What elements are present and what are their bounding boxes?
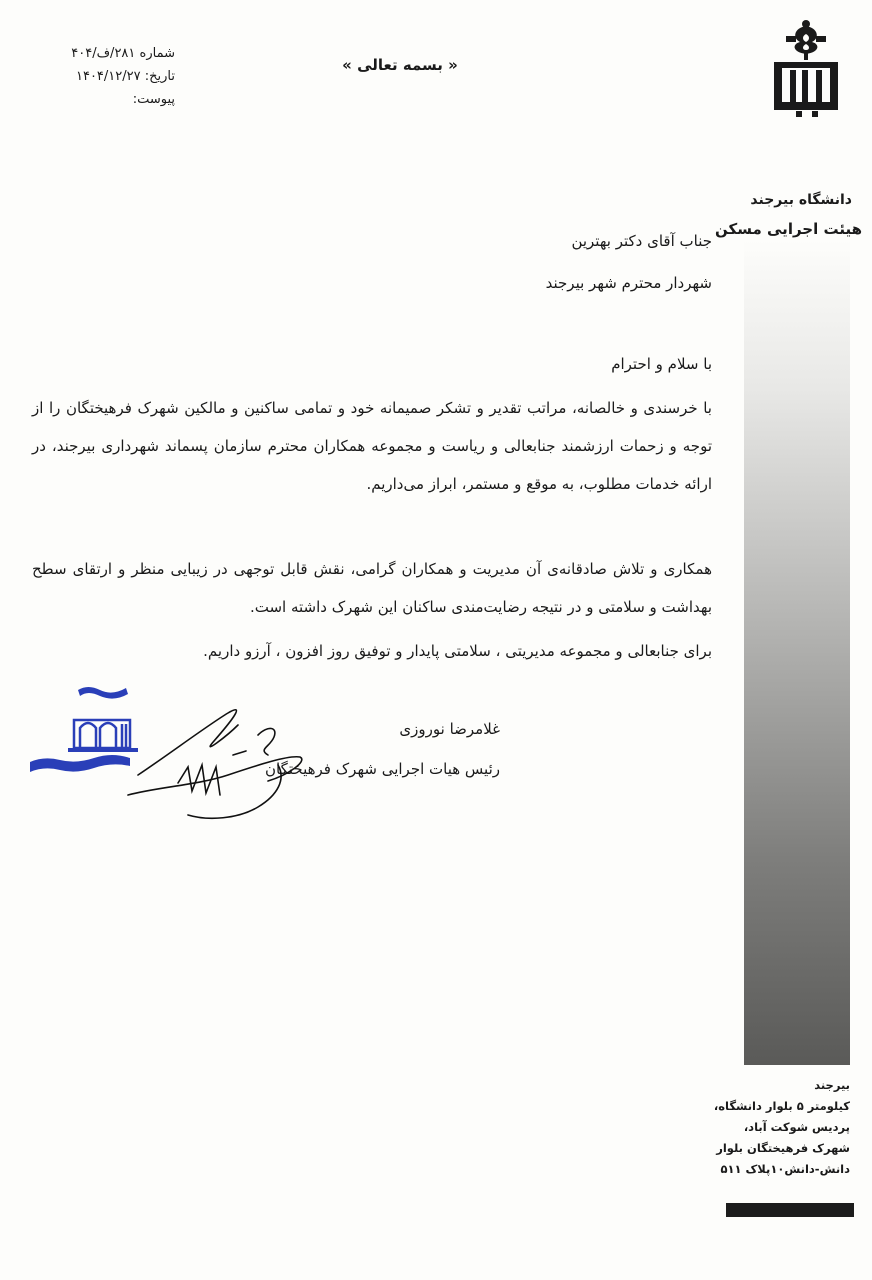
address-line: بیرجند xyxy=(814,1078,850,1092)
address-line: شهرک فرهیختگان بلوار xyxy=(716,1141,850,1155)
side-decorative-band xyxy=(744,240,850,1065)
letter-meta xyxy=(60,42,175,111)
signer-name: غلامرضا نوروزی xyxy=(399,720,500,738)
footer-divider-bar xyxy=(726,1203,854,1217)
body-paragraph-2: همکاری و تلاش صادقانه‌ی آن مدیریت و همکاران گرامی، نقش قابل توجهی در زیبایی منظر و ارتقای سطح بهداشت و سلامتی و در نتیجه رضایت‌مندی ساکنان این شهرک داشته است. xyxy=(32,560,712,616)
recipient-name: جناب آقای دکتر بهترین xyxy=(571,232,712,250)
letter-number: شماره ۲۸۱/ف/۴۰۴ xyxy=(71,46,175,61)
organization-unit: هیئت اجرایی مسکن xyxy=(715,220,862,238)
address-line: دانش-دانش۱۰پلاک ۵۱۱ xyxy=(720,1162,850,1176)
body-paragraph-3: برای جنابعالی و مجموعه مدیریتی ، سلامتی پایدار و توفیق روز افزون ، آرزو داریم. xyxy=(203,642,712,660)
greeting: با سلام و احترام xyxy=(611,355,712,373)
letter-date: تاریخ: ۱۴۰۴/۱۲/۲۷ xyxy=(75,69,175,84)
signer-title: رئیس هیات اجرایی شهرک فرهیختگان xyxy=(265,760,500,778)
university-logo-icon xyxy=(766,14,846,120)
organization-name: دانشگاه بیرجند xyxy=(750,192,852,208)
handwritten-signature xyxy=(118,695,308,825)
letter-attachment: پیوست: xyxy=(132,92,175,107)
body-paragraph-1: با خرسندی و خالصانه، مراتب تقدیر و تشکر صمیمانه خود و تمامی ساکنین و مالکین شهرک فرهیختگان را از توجه و زحمات ارزشمند جنابعالی و ریاست و مجموعه همکاران محترم سازمان پسماند شهرداری بیرجند، در ارائه خدمات مطلوب، به موقع و مستمر، ابراز می‌داریم. xyxy=(32,399,712,493)
footer-address xyxy=(710,1075,850,1180)
basmala-heading: « بسمه تعالی » xyxy=(342,56,458,74)
address-line: کیلومتر ۵ بلوار دانشگاه، xyxy=(713,1099,850,1113)
recipient-title: شهردار محترم شهر بیرجند xyxy=(545,274,712,292)
address-line: پردیس شوکت آباد، xyxy=(743,1120,850,1134)
